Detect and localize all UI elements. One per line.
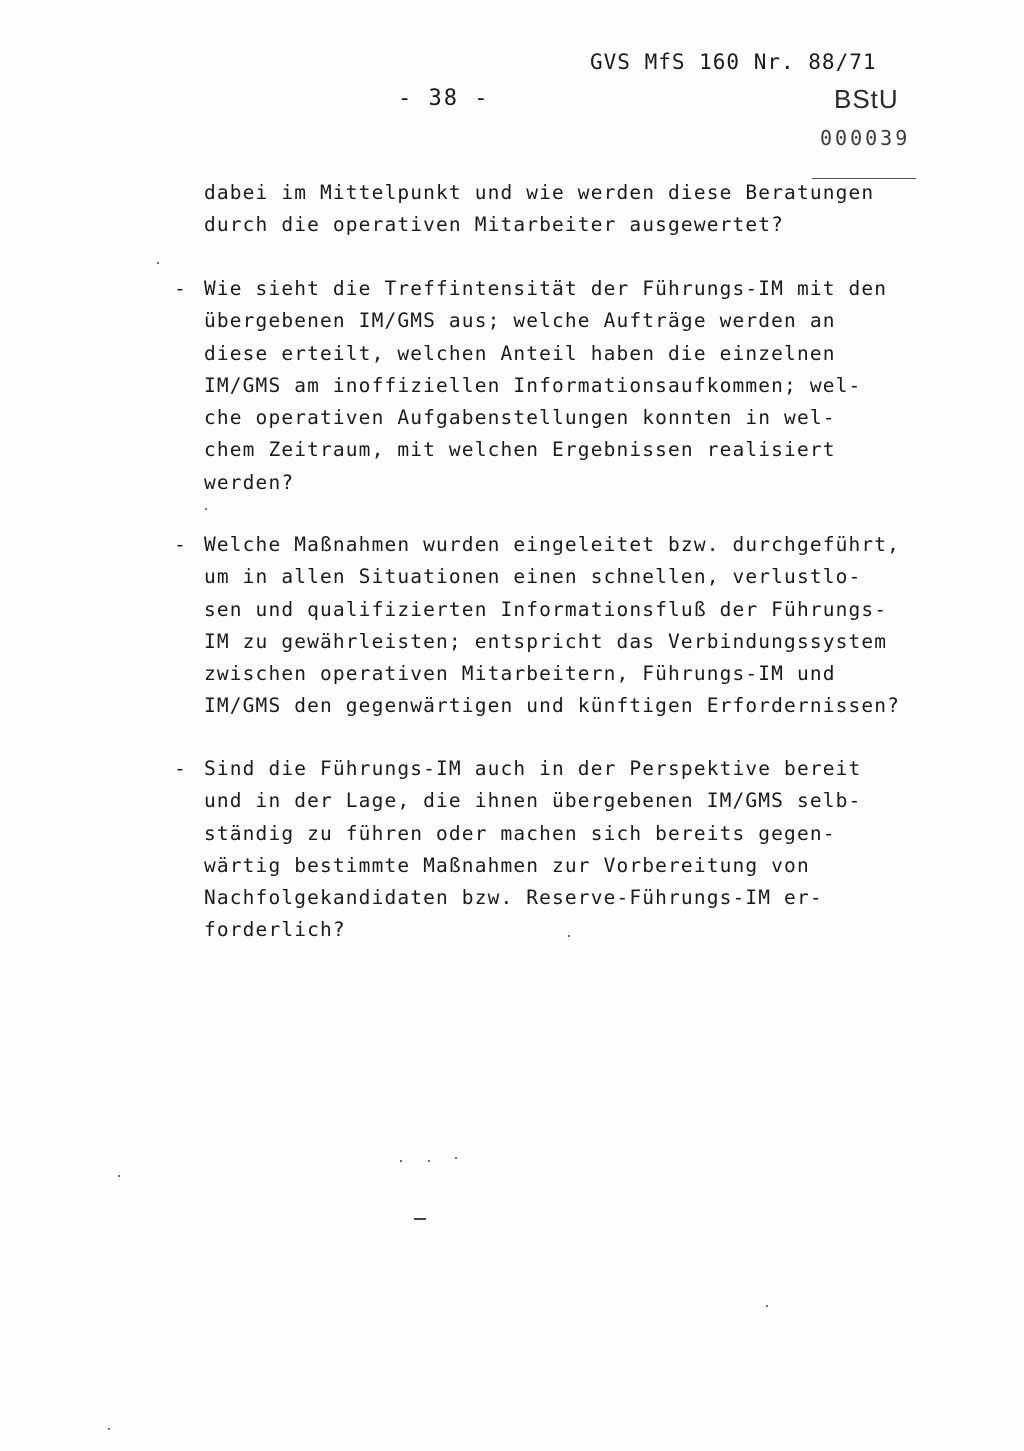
- scan-speck: [428, 1160, 430, 1162]
- item-line: Wie sieht die Treffintensität der Führungs-IM mit den: [204, 277, 888, 300]
- question-item-1: [174, 273, 888, 499]
- scan-speck: [118, 1175, 120, 1177]
- bullet-dash: -: [174, 533, 186, 556]
- item-line: übergebenen IM/GMS aus; welche Aufträge werden an: [204, 309, 836, 333]
- item-line: IM zu gewährleisten; entspricht das Verbindungssystem: [204, 629, 888, 653]
- item-line: werden?: [204, 470, 295, 494]
- item-line: IM/GMS den gegenwärtigen und künftigen Erfordernissen?: [204, 694, 901, 718]
- question-item-3: [174, 753, 862, 947]
- bullet-dash: -: [174, 757, 186, 780]
- intro-paragraph: [204, 177, 874, 242]
- item-line: che operativen Aufgabenstellungen konnten in wel-: [204, 406, 836, 430]
- scan-speck: [108, 1428, 110, 1430]
- document-reference: GVS MfS 160 Nr. 88/71: [590, 50, 877, 74]
- intro-line: durch die operativen Mitarbeiter ausgewertet?: [204, 213, 785, 237]
- item-line: Welche Maßnahmen wurden eingeleitet bzw. durchgeführt,: [204, 533, 901, 556]
- scan-speck: [157, 262, 159, 264]
- item-line: und in der Lage, die ihnen übergebenen IM/GMS selb-: [204, 789, 862, 813]
- item-line: Sind die Führungs-IM auch in der Perspektive bereit: [204, 757, 862, 780]
- item-line: um in allen Situationen einen schnellen, verlustlo-: [204, 565, 862, 589]
- item-line: sen und qualifizierten Informationsfluß der Führungs-: [204, 597, 888, 621]
- bullet-dash: -: [174, 277, 186, 300]
- item-line: chem Zeitraum, mit welchen Ergebnissen realisiert: [204, 438, 836, 462]
- scan-speck: [205, 508, 207, 510]
- scan-speck: [568, 935, 570, 937]
- question-item-2: [174, 529, 901, 723]
- item-line: Nachfolgekandidaten bzw. Reserve-Führungs-IM er-: [204, 886, 823, 910]
- intro-line: dabei im Mittelpunkt und wie werden diese Beratungen: [204, 181, 875, 204]
- scan-speck: [414, 1218, 426, 1220]
- scan-speck: [455, 1157, 457, 1159]
- scan-speck: [400, 1160, 402, 1162]
- scan-speck: [766, 1305, 768, 1307]
- item-line: diese erteilt, welchen Anteil haben die einzelnen: [204, 341, 836, 365]
- item-line: IM/GMS am inoffiziellen Informationsaufkommen; wel-: [204, 373, 862, 397]
- item-line: zwischen operativen Mitarbeitern, Führungs-IM und: [204, 662, 836, 686]
- item-line: wärtig bestimmte Maßnahmen zur Vorbereitung von: [204, 853, 810, 877]
- item-line: ständig zu führen oder machen sich bereits gegen-: [204, 821, 836, 845]
- page-number: - 38 -: [398, 86, 490, 111]
- archive-stamp-number: 000039: [820, 126, 911, 150]
- item-line: forderlich?: [204, 918, 346, 942]
- archive-stamp-label: BStU: [834, 84, 899, 114]
